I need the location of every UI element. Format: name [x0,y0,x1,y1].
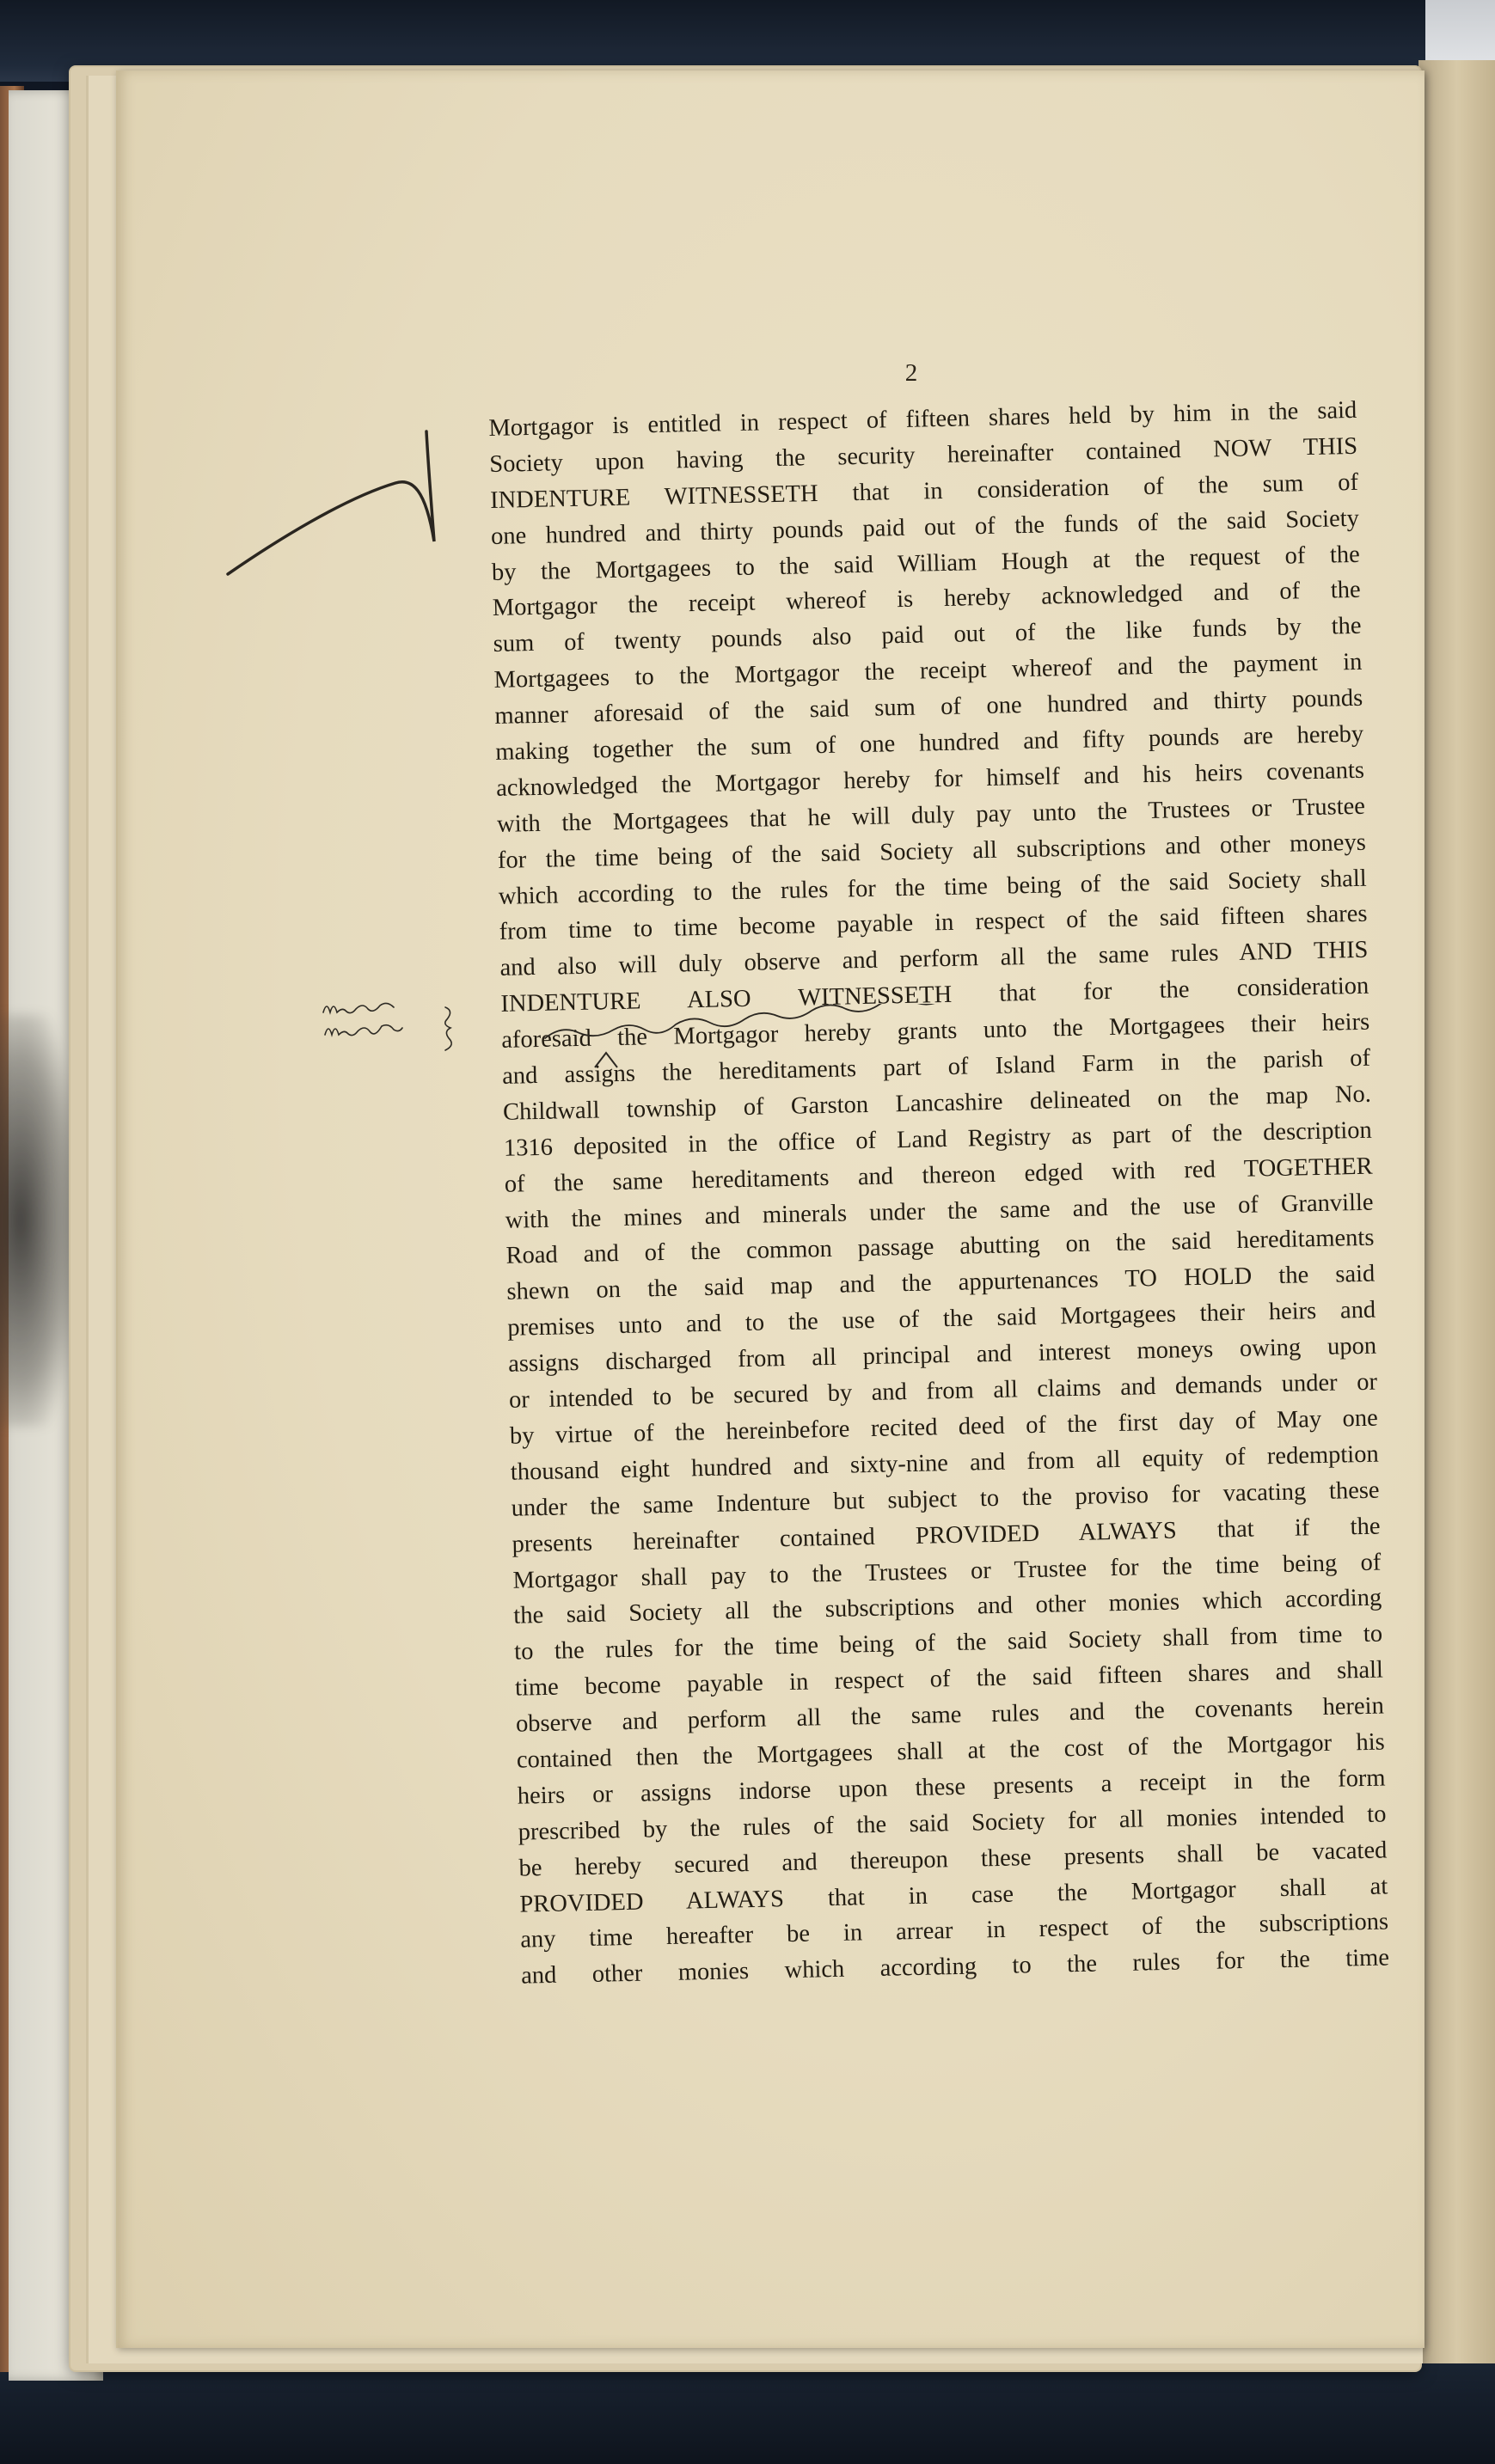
text-line: the said Society all the subscriptions and other monies which according [513,1584,1382,1630]
text-line: aforesaid the Mortgagor hereby grants unto the Mortgagees their heirs [501,1008,1370,1054]
text-line: PROVIDED ALWAYS that in case the Mortgagor shall at [519,1872,1388,1918]
text-line: Childwall township of Garston Lancashire delineated on the map No. [502,1080,1372,1126]
text-line: observe and perform all the same rules and the covenants herein [515,1692,1385,1738]
text-line: Mortgagees to the Mortgagor the receipt whereof and the payment in [493,649,1363,694]
margin-signatures [318,995,464,1064]
text-line: assigns discharged from all principal and interest moneys owing upon [507,1332,1377,1378]
text-line: under the same Indenture but subject to the proviso for vacating these [511,1477,1380,1522]
text-line: Mortgagor is entitled in respect of fifteen shares held by him in the said [488,396,1357,442]
text-line: making together the sum of one hundred and fifty pounds are hereby [495,720,1364,766]
bottom-binding-cloth [0,2359,1495,2464]
text-line: to the rules for the time being of the said Society shall from time to [513,1620,1383,1666]
text-line: contained then the Mortgagees shall at the cost of the Mortgagor his [516,1728,1385,1774]
text-line: and also will duly observe and perform all the same rules AND THIS [499,937,1369,982]
text-line: Society upon having the security hereinafter contained NOW THIS [488,432,1358,478]
text-line: from time to time become payable in respect of the said fifteen shares [499,901,1368,946]
indenture-body-text [488,393,1389,1995]
text-line: heirs or assigns indorse upon these presents a receipt in the form [517,1764,1386,1810]
insertion-caret [593,1050,619,1069]
text-line: INDENTURE WITNESSETH that in consideration of the sum of [489,468,1359,514]
text-line: prescribed by the rules of the said Society for all monies intended to [518,1801,1387,1846]
text-line: and assigns the hereditaments part of Island Farm in the parish of [501,1044,1371,1090]
page-number: 2 [904,359,918,387]
text-line: which according to the rules for the time being of the said Society shall [498,865,1367,910]
text-line: with the Mortgagees that he will duly pay unto the Trustees or Trustee [496,792,1366,838]
text-line: or intended to be secured by and from all claims and demands under or [508,1368,1378,1414]
text-line: shewn on the said map and the appurtenances TO HOLD the said [506,1261,1376,1306]
text-line: 1316 deposited in the office of Land Registry as part of the description [503,1116,1373,1162]
text-line: sum of twenty pounds also paid out of the like funds by the [493,613,1362,658]
text-line: presents hereinafter contained PROVIDED ALWAYS that if the [512,1513,1381,1558]
text-line: Road and of the common passage abutting on the said hereditaments [505,1225,1375,1270]
text-line: for the time being of the said Society all subscriptions and other moneys [497,828,1367,874]
text-line: and other monies which according to the rules for the time [520,1944,1390,1990]
pencil-tick-mark [224,430,447,584]
text-line: with the mines and minerals under the same and the use of Granville [505,1189,1374,1234]
text-line: manner aforesaid of the said sum of one hundred and thirty pounds [494,684,1363,731]
right-page-edge [1418,60,1495,2363]
text-line: any time hereafter be in arrear in respect of the subscriptions [519,1908,1389,1954]
text-line: time become payable in respect of the said fifteen shares and shall [514,1656,1384,1702]
text-line: acknowledged the Mortgagor hereby for himself and his heirs covenants [495,756,1365,802]
thumb-shadow [0,1014,77,1427]
text-line: of the same hereditaments and thereon edged with red TOGETHER [504,1153,1373,1198]
text-line: Mortgagor the receipt whereof is hereby acknowledged and of the [492,577,1361,622]
text-line: be hereby secured and thereupon these presents shall be vacated [518,1837,1388,1882]
text-line: premises unto and to the use of the said Mortgagees their heirs and [507,1296,1376,1342]
right-paper-tab [1425,0,1495,69]
text-line: Mortgagor shall pay to the Trustees or Trustee for the time being of [512,1549,1382,1594]
text-line: by virtue of the hereinbefore recited deed of the first day of May one [509,1404,1379,1450]
text-line: thousand eight hundred and sixty-nine and from all equity of redemption [510,1440,1379,1486]
handwritten-interlinear-insertion [542,1004,1212,1047]
text-line: by the Mortgagees to the said William Hough at the request of the [491,541,1361,586]
text-line: INDENTURE ALSO WITNESSETH that for the consideration [500,972,1369,1018]
text-line: one hundred and thirty pounds paid out of the funds of the said Society [490,504,1360,550]
